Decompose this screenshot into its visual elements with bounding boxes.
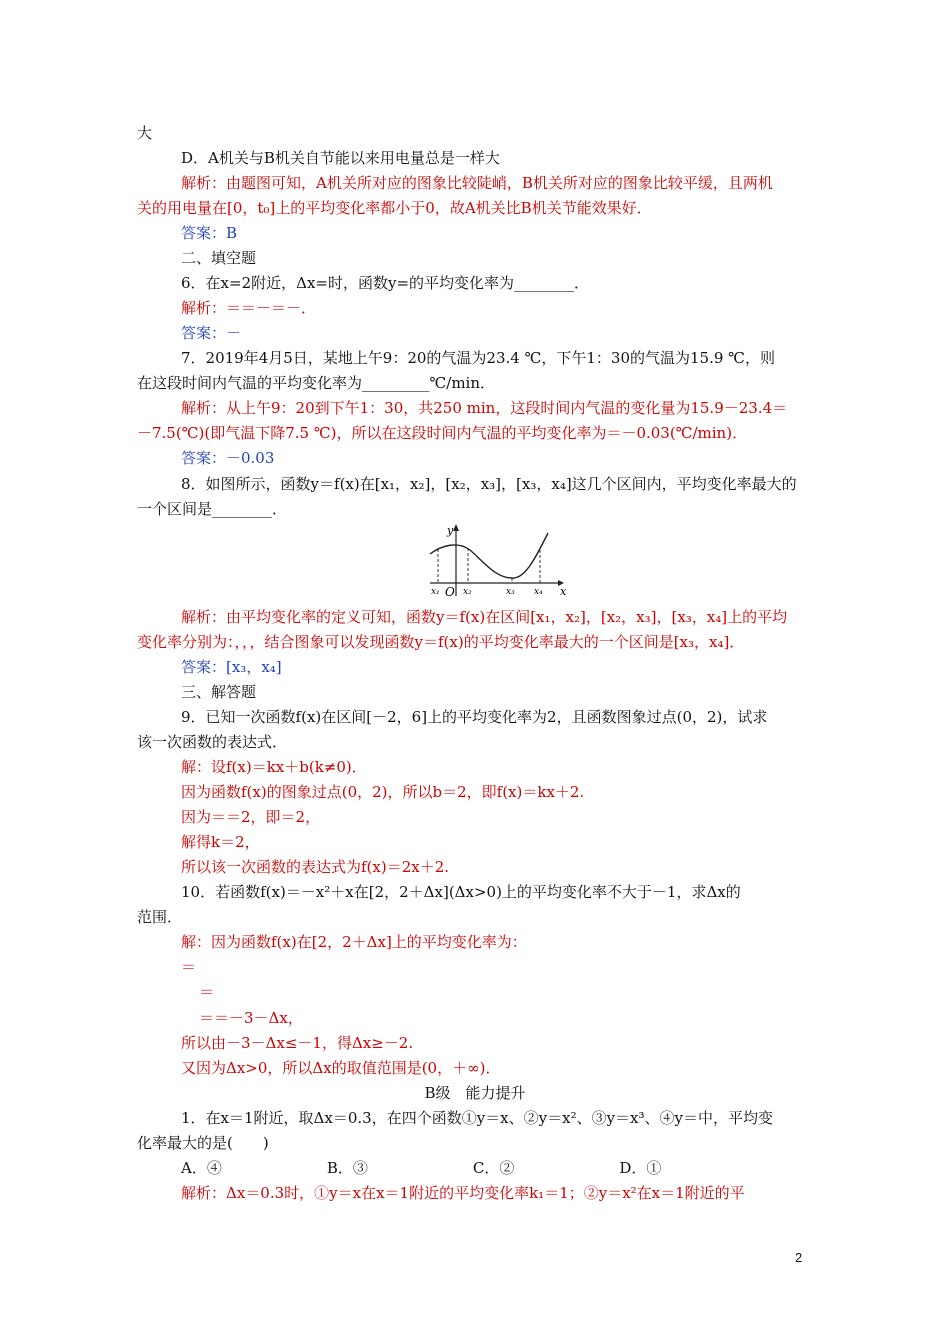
text-line: 解：设f(x)＝kx＋b(k≠0)．: [181, 758, 367, 776]
question-line: 范围．: [137, 908, 183, 926]
function-graph-figure: [428, 521, 568, 601]
answer-options: A．④ B．③ C．② D．①: [181, 1159, 662, 1177]
answer-line: 答案：－0.03: [181, 449, 275, 467]
tick-label-x2: x₂: [463, 587, 472, 597]
question-line: 化率最大的是( ): [137, 1134, 269, 1152]
question-line: 1．在x＝1附近，取Δx＝0.3，在四个函数①y＝x、②y＝x²、③y＝x³、④y＝中，平均变: [181, 1109, 773, 1127]
section-heading: B级 能力提升: [424, 1084, 526, 1102]
text-line: 解析：Δx＝0.3时，①y＝x在x＝1附近的平均变化率k₁＝1；②y＝x²在x＝1附近的平: [181, 1184, 745, 1202]
answer-line: 答案：B: [181, 224, 238, 242]
text-line: 解：因为函数f(x)在[2，2＋Δx]上的平均变化率为：: [181, 933, 527, 951]
answer-line: 答案：[x₃，x₄]: [181, 658, 282, 676]
text-line: ＝: [181, 958, 197, 976]
y-axis-label: y: [447, 524, 454, 537]
y-axis-arrow: [453, 524, 459, 531]
function-curve: [430, 533, 548, 578]
text-line: 解析：从上午9：20到下午1：30，共250 min，这段时间内气温的变化量为15.9－23.4＝: [181, 399, 788, 417]
text-line: 因为函数f(x)的图象过点(0，2)，所以b＝2，即f(x)＝kx＋2.: [181, 783, 585, 801]
text-line: 所以由－3－Δx≤－1，得Δx≥－2.: [181, 1034, 414, 1052]
text-line: 解得k＝2，: [181, 833, 260, 851]
page-number: 2: [795, 1250, 803, 1265]
question-line: 10．若函数f(x)＝－x²＋x在[2，2＋Δx](Δx>0)上的平均变化率不大于－1，求Δx的: [181, 883, 741, 901]
origin-label: O: [445, 585, 455, 599]
text-line: 又因为Δx>0，所以Δx的取值范围是(0，＋∞)．: [181, 1059, 501, 1077]
text-line: D．A机关与B机关自节能以来用电量总是一样大: [181, 149, 500, 167]
answer-line: 答案：－: [181, 324, 242, 342]
question-line: 该一次函数的表达式．: [137, 733, 288, 751]
x-axis-label: x: [560, 585, 567, 598]
text-line: ＝＝－3－Δx，: [199, 1009, 303, 1027]
tick-label-x1: x₁: [431, 587, 440, 597]
question-line: 一个区间是________．: [137, 500, 288, 518]
text-line: 解析：＝＝－＝－．: [181, 299, 317, 317]
text-line: 关的用电量在[0，t₀]上的平均变化率都小于0，故A机关比B机关节能效果好．: [137, 199, 652, 217]
question-line: 在这段时间内气温的平均变化率为_________℃/min．: [137, 374, 496, 392]
text-line: ＝: [199, 983, 215, 1001]
tick-label-x3: x₃: [506, 587, 515, 597]
text-line: 因为＝＝2，即＝2，: [181, 808, 321, 826]
section-heading: 三、解答题: [181, 683, 257, 701]
tick-label-x4: x₄: [534, 587, 543, 597]
text-line: 变化率分别为：，，，结合图象可以发现函数y＝f(x)的平均变化率最大的一个区间是[x₃，x₄]．: [137, 633, 745, 651]
question-line: 8．如图所示，函数y＝f(x)在[x₁，x₂]，[x₂，x₃]，[x₃，x₄]这几个区间内，平均变化率最大的: [181, 475, 797, 493]
question-line: 9．已知一次函数f(x)在区间[－2，6]上的平均变化率为2，且函数图象过点(0，2)，试求: [181, 708, 768, 726]
text-line: 所以该一次函数的表达式为f(x)＝2x＋2.: [181, 858, 450, 876]
text-line: －7.5(℃)(即气温下降7.5 ℃)，所以在这段时间内气温的平均变化率为＝－0.03(℃/min)．: [137, 424, 748, 442]
text-line: 大: [137, 124, 153, 142]
text-line: 解析：由平均变化率的定义可知，函数y＝f(x)在区间[x₁，x₂]，[x₂，x₃]，[x₃，x₄]上的平均: [181, 608, 788, 626]
section-heading: 二、填空题: [181, 249, 257, 267]
question-line: 7．2019年4月5日，某地上午9：20的气温为23.4 ℃，下午1：30的气温为15.9 ℃，则: [181, 349, 775, 367]
text-line: 解析：由题图可知，A机关所对应的图象比较陡峭，B机关所对应的图象比较平缓，且两机: [181, 174, 773, 192]
question-line: 6．在x=2附近，Δx=时，函数y=的平均变化率为________．: [181, 274, 590, 292]
